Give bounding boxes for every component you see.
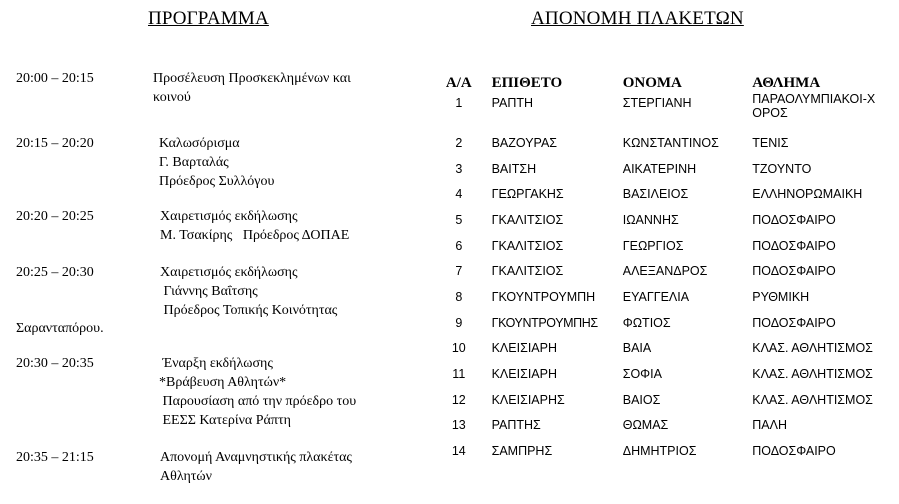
row-surname: ΣΑΜΠΡΗΣ [491, 444, 553, 459]
row-surname: ΓΚΑΛΙΤΣΙΟΣ [491, 264, 564, 279]
table-row [440, 361, 899, 387]
row-name: ΣΤΕΡΓΙΑΝΗ [622, 96, 692, 110]
row-sport: ΠΑΛΗ [752, 418, 787, 433]
program-text: Γιάννης Βαΐτσης [160, 284, 258, 299]
row-sport: ΠΟΔΟΣΦΑΙΡΟ [752, 264, 836, 279]
row-surname: ΓΚΟΥΝΤΡΟΥΜΠΗΣ [491, 315, 598, 330]
row-sport-text: ΠΑΡΑΟΛΥΜΠΙΑΚΟΙ-ΧΟΡΟΣ [752, 92, 876, 120]
row-number: 1 [455, 96, 463, 110]
row-sport: ΠΟΔΟΣΦΑΙΡΟ [752, 238, 836, 253]
table-header-row [440, 70, 899, 92]
row-number: 3 [455, 161, 463, 176]
table-row [440, 387, 899, 413]
awards-table [440, 70, 899, 464]
program-text: Αθλητών [160, 469, 212, 484]
row-sport: ΡΥΘΜΙΚΗ [752, 289, 810, 304]
row-name: ΘΩΜΑΣ [622, 418, 669, 433]
row-sport: ΠΟΔΟΣΦΑΙΡΟ [752, 212, 836, 227]
row-name: ΑΙΚΑΤΕΡΙΝΗ [622, 161, 697, 176]
row-surname: ΚΛΕΙΣΙΑΡΗ [491, 341, 557, 356]
program-time: 20:00 – 20:15 [16, 71, 94, 86]
program-text: Απονομή Αναμνηστικής πλακέτας [160, 450, 352, 465]
row-number: 12 [451, 392, 466, 407]
column-header-sport: ΑΘΛΗΜΑ [752, 75, 821, 91]
row-surname: ΒΑΖΟΥΡΑΣ [491, 135, 558, 150]
row-sport: ΤΖΟΥΝΤΟ [752, 161, 812, 176]
row-sport [752, 92, 899, 130]
program-text: Γ. Βαρταλάς [159, 155, 229, 170]
row-sport: ΚΛΑΣ. ΑΘΛΗΤΙΣΜΟΣ [752, 392, 873, 407]
row-number: 4 [455, 187, 463, 202]
row-number: 5 [455, 212, 463, 227]
row-surname: ΚΛΕΙΣΙΑΡΗ [491, 367, 557, 382]
row-name: ΔΗΜΗΤΡΙΟΣ [622, 444, 697, 459]
row-number: 6 [455, 238, 463, 253]
table-row [440, 310, 899, 336]
program-text: Πρόεδρος Συλλόγου [159, 174, 275, 189]
row-number: 8 [455, 289, 463, 304]
row-number: 10 [451, 341, 466, 356]
program-text: *Βράβευση Αθλητών* [159, 375, 287, 390]
program-time: 20:25 – 20:30 [16, 265, 94, 280]
program-time: 20:15 – 20:20 [16, 136, 94, 151]
row-number: 11 [452, 367, 466, 382]
row-surname: ΓΕΩΡΓΑΚΗΣ [491, 187, 564, 202]
row-name: ΚΩΝΣΤΑΝΤΙΝΟΣ [622, 135, 719, 150]
program-text: Πρόεδρος Τοπικής Κοινότητας [160, 303, 338, 318]
table-row [440, 130, 899, 156]
table-row [440, 284, 899, 310]
program-continuation: Σαρανταπόρου. [16, 321, 104, 336]
row-sport: ΠΟΔΟΣΦΑΙΡΟ [752, 444, 836, 459]
program-text: Παρουσίαση από την πρόεδρο του [159, 394, 357, 409]
row-name: ΕΥΑΓΓΕΛΙΑ [622, 289, 690, 304]
program-entry [160, 448, 352, 486]
program-entry [159, 354, 356, 430]
row-surname: ΒΑΙΤΣΗ [491, 161, 537, 176]
row-name: ΒΑΙΑ [622, 341, 652, 356]
row-name: ΓΕΩΡΓΙΟΣ [622, 238, 684, 253]
row-sport: ΚΛΑΣ. ΑΘΛΗΤΙΣΜΟΣ [752, 341, 873, 356]
table-row [440, 336, 899, 362]
program-text: κοινού [153, 90, 191, 105]
row-surname: ΓΚΑΛΙΤΣΙΟΣ [491, 238, 564, 253]
row-sport: ΕΛΛΗΝΟΡΩΜΑΙΚΗ [752, 187, 863, 202]
program-entry [160, 263, 337, 320]
program-text: Χαιρετισμός εκδήλωσης [160, 209, 298, 224]
table-row [440, 438, 899, 464]
table-row [440, 413, 899, 439]
program-entry [160, 207, 349, 245]
row-name: ΒΑΣΙΛΕΙΟΣ [622, 187, 689, 202]
program-time: 20:30 – 20:35 [16, 356, 94, 371]
row-number: 7 [455, 264, 463, 279]
row-sport: ΠΟΔΟΣΦΑΙΡΟ [752, 315, 836, 330]
table-row [440, 92, 899, 130]
table-row [440, 156, 899, 182]
program-time: 20:35 – 21:15 [16, 450, 94, 465]
row-surname: ΚΛΕΙΣΙΑΡΗΣ [491, 392, 565, 407]
table-row [440, 181, 899, 207]
row-number: 13 [451, 418, 466, 433]
program-entry [159, 134, 274, 191]
table-row [440, 258, 899, 284]
program-entry [153, 69, 351, 107]
column-header-aa: Α/Α [445, 75, 472, 91]
awards-heading: ΑΠΟΝΟΜΗ ΠΛΑΚΕΤΩΝ [531, 8, 744, 29]
program-heading: ΠΡΟΓΡΑΜΜΑ [148, 8, 269, 29]
row-name: ΦΩΤΙΟΣ [622, 315, 671, 330]
program-text: Καλωσόρισμα [159, 136, 240, 151]
row-surname: ΓΚΟΥΝΤΡΟΥΜΠΗ [491, 289, 596, 304]
row-number: 14 [451, 444, 466, 459]
row-number: 9 [455, 315, 463, 330]
column-header-surname: ΕΠΙΘΕΤΟ [491, 75, 563, 91]
program-text: ΕΕΣΣ Κατερίνα Ράπτη [159, 413, 291, 428]
table-row [440, 207, 899, 233]
program-time: 20:20 – 20:25 [16, 209, 94, 224]
row-surname: ΡΑΠΤΗ [491, 96, 534, 110]
row-sport: ΚΛΑΣ. ΑΘΛΗΤΙΣΜΟΣ [752, 367, 873, 382]
row-name: ΙΩΑΝΝΗΣ [622, 212, 679, 227]
program-text: Μ. Τσακίρης Πρόεδρος ΔΟΠΑΕ [160, 228, 350, 243]
program-text: Χαιρετισμός εκδήλωσης [160, 265, 298, 280]
row-surname: ΡΑΠΤΗΣ [491, 418, 541, 433]
row-name: ΒΑΙΟΣ [622, 392, 661, 407]
row-name: ΣΟΦΙΑ [622, 367, 662, 382]
program-text: Προσέλευση Προσκεκλημένων και [153, 71, 351, 86]
column-header-name: ΟΝΟΜΑ [622, 75, 682, 91]
row-sport: ΤΕΝΙΣ [752, 135, 789, 150]
row-name: ΑΛΕΞΑΝΔΡΟΣ [622, 264, 708, 279]
row-surname: ΓΚΑΛΙΤΣΙΟΣ [491, 212, 564, 227]
row-number: 2 [455, 135, 463, 150]
program-text: Έναρξη εκδήλωσης [159, 356, 273, 371]
table-row [440, 233, 899, 259]
